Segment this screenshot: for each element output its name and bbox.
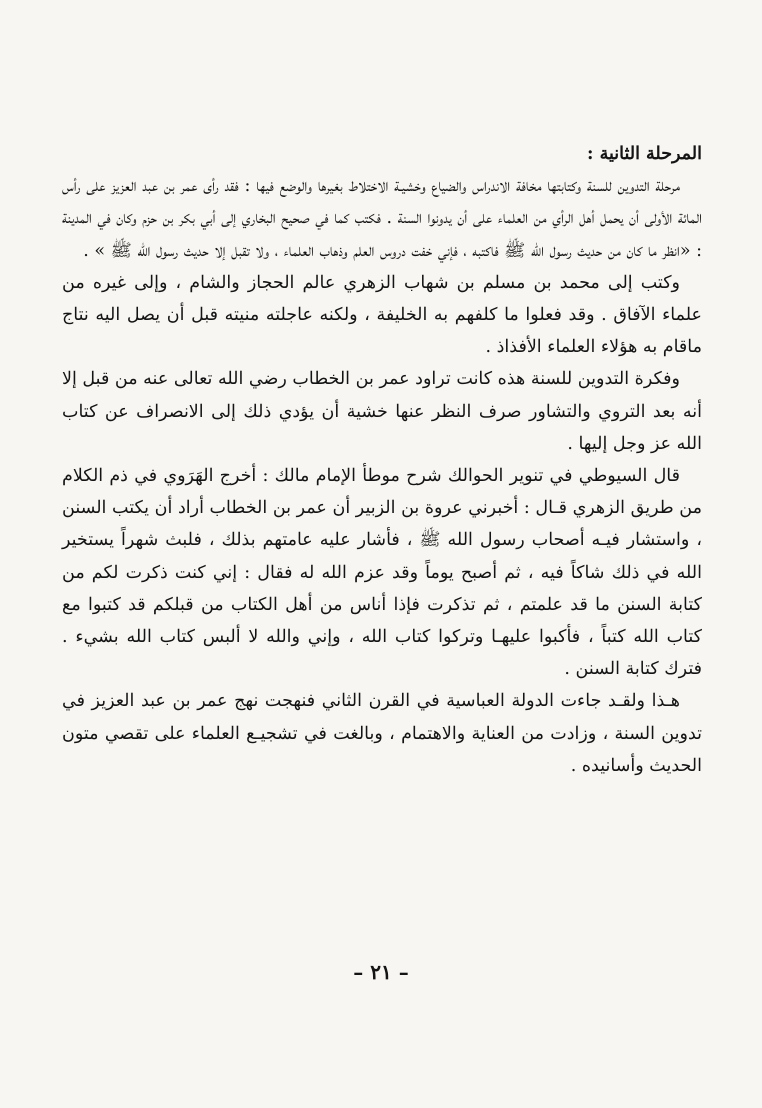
paragraph-3: وفكرة التدوين للسنة هذه كانت تراود عمر بن الخطاب رضي الله تعالى عنه من قبل إلا أنه بعد التروي والتشاور صرف النظر عنها خشية أن يؤدي ذلك إلى الانصراف عن كتاب الله عز وجل إليها . xyxy=(62,369,702,454)
main-text xyxy=(62,138,702,782)
paragraph-5: هـذا ولقـد جاءت الدولة العباسية في القرن الثاني فنهجت نهج عمر بن عبد العزيز في تدوين السنة ، وزادت من العناية والاهتمام ، وبالغت في تشجيـع العلماء على تقصي متون الحديث وأسانيده . xyxy=(62,691,702,776)
paragraph-2: وكتب إلى محمد بن مسلم بن شهاب الزهري عالم الحجاز والشام ، وإلى غيره من علماء الآفاق . وقد فعلوا ما كلفهم به الخليفة ، ولكنه عاجلته منيته قبل أن يصل اليه نتاج ماقام به هؤلاء العلماء الأفذاذ . xyxy=(62,272,702,358)
page-number: – ٢١ – xyxy=(353,960,409,984)
paragraph-4: قال السيوطي في تنوير الحوالك شرح موطأ الإمام مالك : أخرج الهَرَوي في ذم الكلام من طريق الزهري قـال : أخبرني عروة بن الزبير أن عمر بن الخطاب أراد أن يكتب السنن ، واستشار فيـه أصحاب رسول الله ﷺ ، فأشار عليه عامتهم بذلك ، فلبث شهراً يستخير الله في ذلك شاكاً فيه ، ثم أصبح يوماً وقد عزم الله له فقال : إني كنت ذكرت لكم من كتابة السنن ما قد علمتم ، ثم تذكرت فإذا أناس من أهل الكتاب من قبلكم قد كتبوا مع كتاب الله كتباً ، فأكبوا عليهـا وتركوا كتاب الله ، وإني والله لا ألبس كتاب الله بشيء . فترك كتابة السنن . xyxy=(62,466,702,680)
paragraph-1: مرحلة التدوين للسنة وكتابتها مخافة الاندراس والضياع وخشيـة الاختلاط بغيرها والوضع فيها : فقد رأى عمر بن عبد العزيز على رأس المائة الأولى أن يحمل أهل الرأي من العلماء على أن يدونوا السنة . فكتب كما في صحيح البخاري إلى أبي بكر بن حزم وكان في المدينة : «انظر ما كان من حديث رسول الله ﷺ فاكتبه ، فإني خفت دروس العلم وذهاب العلماء ، ولا تقبل إلا حديث رسول الله ﷺ » . xyxy=(62,176,702,261)
section-heading: المرحلة الثانية : xyxy=(587,144,702,164)
